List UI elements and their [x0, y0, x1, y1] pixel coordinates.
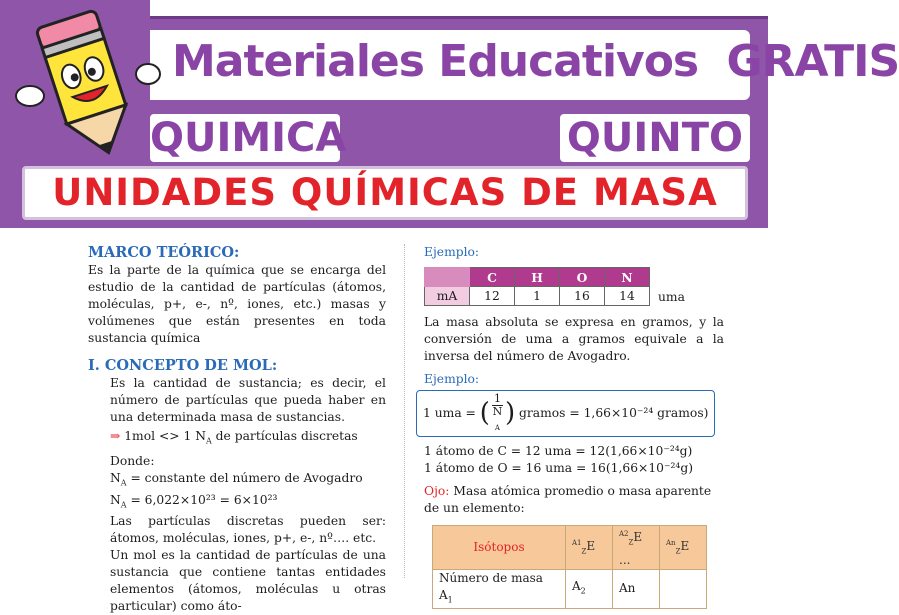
uma-cell: 14	[605, 287, 650, 306]
iso-sub-1: Z	[581, 547, 587, 556]
na-sub-2: A	[120, 500, 127, 510]
atom-o-line: 1 átomo de O = 16 uma = 16(1,66×10⁻²⁴g)	[424, 461, 694, 476]
iso-header-label: Isótopos	[433, 526, 566, 569]
marco-teorico-text: Es la parte de la química que se encarga del estudio de la cantidad de partículas (átomos, moléculas, p+, e-, nº, iones, etc.) masas y volúmenes que están presentes en toda sustancia química	[88, 263, 386, 345]
brand-title	[172, 30, 899, 94]
ejemplo-label-1: Ejemplo:	[424, 245, 480, 259]
uma-table-wrap	[424, 267, 724, 306]
atom-c-line: 1 átomo de C = 12 uma = 12(1,66×10⁻²⁴g)	[424, 444, 693, 459]
marco-teorico-heading: MARCO TEÓRICO:	[88, 244, 240, 261]
iso-sup-3: An	[666, 538, 676, 547]
ejemplo-label-2: Ejemplo:	[424, 372, 480, 386]
uma-row-label: mA	[425, 287, 470, 306]
iso-cell-3: An	[613, 569, 660, 608]
pencil-mascot-icon	[12, 6, 162, 166]
ojo-label: Ojo:	[424, 484, 450, 499]
iso-header-1	[566, 526, 613, 569]
donde-label: Donde:	[110, 454, 155, 469]
uma-header: H	[515, 268, 560, 287]
mol-formula-tail: de partículas discretas	[211, 429, 358, 443]
na-value-line	[110, 492, 386, 513]
left-column	[88, 244, 386, 615]
mol-formula-main: 1mol <> 1 N	[124, 429, 206, 443]
na-value: = 6,022×10²³ = 6×10²³	[130, 492, 278, 507]
mol-formula-sub: A	[205, 436, 212, 446]
iso-e1: E	[586, 538, 596, 553]
masa-absoluta-text: La masa absoluta se expresa en gramos, y la conversión de uma a gramos equivale a la inversa del número de Avogadro.	[424, 315, 724, 363]
mol-formula	[110, 428, 386, 449]
column-divider	[404, 244, 405, 578]
ojo-line	[424, 483, 724, 517]
iso-sub-2: Z	[628, 538, 634, 547]
iso-c2: A	[572, 579, 581, 594]
mol-text: Es la cantidad de sustancia; es decir, el número de partículas que pueda haber en una determinada masa de sustancias.	[110, 376, 386, 424]
paren-close: )	[504, 398, 516, 429]
na-symbol: N	[110, 471, 121, 486]
eq-den: N	[492, 405, 503, 418]
uma-cell: 16	[560, 287, 605, 306]
uma-header: N	[605, 268, 650, 287]
eq-right: gramos = 1,66×10⁻²⁴ gramos)	[519, 406, 709, 421]
uma-header: O	[560, 268, 605, 287]
particles-text: Las partículas discretas pueden ser: átomos, moléculas, iones, p+, e-, nº…. etc.	[110, 514, 386, 546]
eq-num: 1	[493, 392, 501, 405]
iso-sup-1: A1	[572, 538, 582, 547]
paren-open: (	[479, 398, 490, 429]
uma-equation-box	[416, 390, 715, 437]
arrow-icon: ⇒	[110, 429, 121, 443]
iso-row-label-sub: 1	[447, 594, 453, 604]
na-symbol-2: N	[110, 492, 121, 507]
eq-left: 1 uma =	[423, 406, 476, 421]
grade-label: QUINTO	[560, 114, 750, 162]
eq-den-sub: A	[494, 424, 500, 433]
brand-name: Materiales Educativos	[172, 36, 699, 87]
uma-table	[424, 267, 650, 306]
eq-den-wrap	[492, 406, 503, 434]
subject-label: QUIMICA	[150, 115, 347, 161]
uma-cell: 12	[470, 287, 515, 306]
iso-e2: E ...	[619, 530, 643, 567]
page-title: UNIDADES QUÍMICAS DE MASA	[52, 171, 718, 214]
na-sub: A	[120, 478, 127, 488]
uma-corner	[425, 268, 470, 287]
right-column	[424, 244, 724, 609]
uma-cell: 1	[515, 287, 560, 306]
iso-row-label	[433, 569, 566, 608]
ojo-text: Masa atómica promedio o masa aparente de un elemento:	[424, 484, 712, 516]
uma-header: C	[470, 268, 515, 287]
gratis-label: GRATIS	[726, 36, 899, 87]
iso-cell-2	[566, 569, 613, 608]
iso-sub-3: Z	[675, 547, 681, 556]
na-def-text: = constante del número de Avogadro	[130, 471, 363, 486]
concepto-mol-heading: I. CONCEPTO DE MOL:	[88, 357, 278, 374]
mol-definition: Un mol es la cantidad de partículas de una sustancia que contiene tantas entidades elementos (átomos, moléculas u otras particular) como áto-	[110, 548, 386, 614]
na-definition	[110, 470, 386, 491]
iso-header-2	[613, 526, 660, 569]
eq-fraction	[492, 393, 503, 434]
iso-e3: E	[680, 538, 690, 553]
iso-header-3	[660, 526, 707, 569]
iso-cell-4	[660, 569, 707, 608]
banner-top-strip	[150, 0, 768, 19]
iso-row-label-text: Número de masa A	[439, 570, 543, 602]
uma-unit: uma	[658, 290, 685, 304]
isotope-table	[432, 525, 707, 609]
iso-c2-sub: 2	[580, 586, 586, 596]
header-banner	[0, 0, 899, 228]
iso-sup-2: A2	[619, 530, 629, 539]
